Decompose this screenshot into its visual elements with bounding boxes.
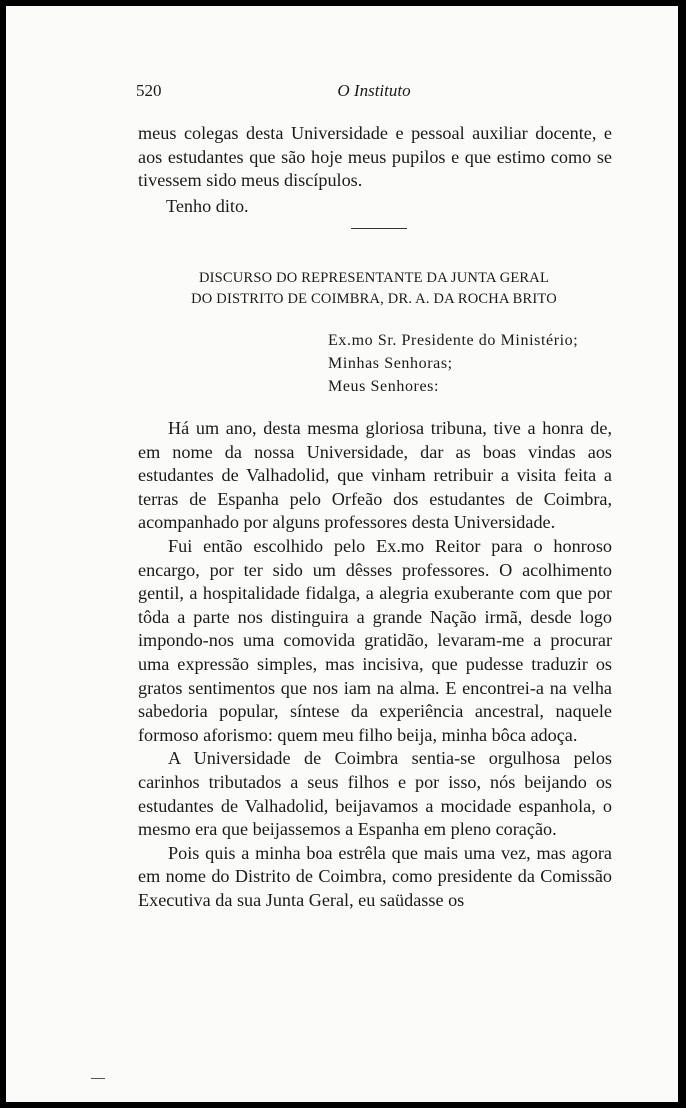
salutation-line-3: Meus Senhores: <box>328 378 440 395</box>
body-paragraph: Pois quis a minha boa estrêla que mais uma vez, mas agora em nome do Distrito de Coimbra, como presidente da Comissão Executiva da sua Junta Geral, eu saüdasse os <box>138 842 612 910</box>
page-number: 520 <box>136 81 162 100</box>
speech-body <box>138 417 612 912</box>
salutation-line-1: Ex.mo Sr. Presidente do Ministério; <box>328 332 579 349</box>
journal-title: O Instituto <box>337 81 411 100</box>
scan-mark <box>91 1078 105 1079</box>
section-divider <box>351 228 407 229</box>
salutation-line-2: Minhas Senhoras; <box>328 355 453 372</box>
body-paragraph: A Universidade de Coimbra sentia-se orgulhosa pelos carinhos tributados a seus filhos e por isso, nós beijando os estudantes de Valhadolid, beijavamos a mocidade espanhola, o mesmo era que beijassemos a Espanha em pleno coração. <box>138 748 612 840</box>
closing-line: Tenho dito. <box>166 196 249 216</box>
running-head <box>136 81 612 105</box>
section-heading-line-2: DO DISTRITO DE COIMBRA, DR. A. DA ROCHA BRITO <box>191 291 557 307</box>
salutation <box>328 329 578 398</box>
book-page <box>6 6 678 1102</box>
body-paragraph: Há um ano, desta mesma gloriosa tribuna, tive a honra de, em nome da nossa Universidade, dar as boas vindas aos estudantes de Valhadolid, que vinham retribuir a visita feita a terras de Espanha pelo Orfeão dos estudantes de Coimbra, acompanhado por alguns professores desta Universidade. <box>138 418 612 533</box>
section-heading <box>136 268 612 310</box>
section-heading-line-1: DISCURSO DO REPRESENTANTE DA JUNTA GERAL <box>198 270 550 286</box>
body-paragraph: Fui então escolhido pelo Ex.mo Reitor para o honroso encargo, por ter sido um dêsses professores. O acolhimento gentil, a hospitalidade fidalga, a alegria exuberante com que por tôda a parte nos distinguira a grande Nação irmã, desde logo impondo-nos uma comovida gratidão, levaram-me a procurar uma expressão simples, mas incisiva, que pudesse traduzir os gratos sentimentos que nos iam na alma. E encontrei-a na velha sabedoria popular, síntese da experiência ancestral, naquele formoso aforismo: quem meu filho beija, minha bôca adoça. <box>138 535 612 745</box>
continuation-paragraph: meus colegas desta Universidade e pessoal auxiliar docente, e aos estudantes que são hoje meus pupilos e que estimo como se tivessem sido meus discípulos. <box>138 123 612 191</box>
